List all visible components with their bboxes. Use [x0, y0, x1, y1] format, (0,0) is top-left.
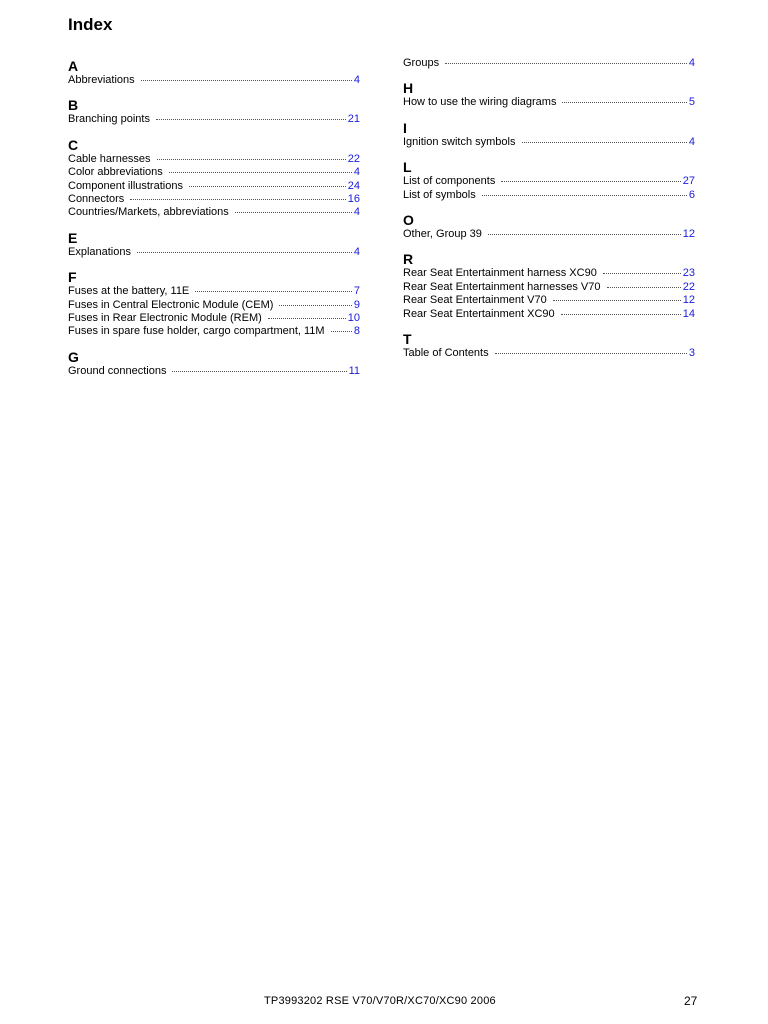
section-letter: H — [403, 80, 414, 97]
index-entry[interactable] — [403, 57, 695, 70]
entry-page-link[interactable]: 4 — [353, 245, 360, 258]
dot-leader — [169, 171, 352, 173]
dot-leader — [130, 198, 345, 200]
entry-label: Branching points — [68, 113, 150, 126]
dot-leader — [195, 290, 352, 292]
entry-page-link[interactable]: 12 — [682, 294, 695, 307]
dot-leader — [495, 352, 687, 354]
dot-leader — [331, 330, 352, 332]
index-entry[interactable] — [403, 96, 695, 109]
index-entry[interactable] — [68, 74, 360, 87]
section-letter: O — [403, 211, 414, 228]
entry-page-link[interactable]: 9 — [353, 298, 360, 311]
entry-page-link[interactable]: 4 — [353, 206, 360, 219]
index-section — [403, 57, 695, 70]
index-entry[interactable] — [68, 166, 360, 179]
index-section — [68, 58, 360, 87]
index-entry[interactable] — [403, 189, 695, 202]
entry-page-link[interactable]: 24 — [347, 179, 360, 192]
entry-page-link[interactable]: 5 — [688, 96, 695, 109]
entry-label: Rear Seat Entertainment harnesses V70 — [403, 280, 601, 293]
index-section — [68, 230, 360, 259]
index-entry[interactable] — [68, 285, 360, 298]
entry-label: List of symbols — [403, 188, 476, 201]
dot-leader — [235, 211, 352, 213]
dot-leader — [603, 272, 681, 274]
footer-page-number: 27 — [684, 994, 698, 1008]
index-column-left — [68, 0, 360, 385]
index-entry[interactable] — [68, 193, 360, 206]
entry-page-link[interactable]: 12 — [682, 227, 695, 240]
entry-page-link[interactable]: 3 — [688, 346, 695, 359]
index-entry[interactable] — [68, 325, 360, 338]
entry-label: Fuses in Rear Electronic Module (REM) — [68, 311, 262, 324]
dot-leader — [522, 141, 687, 143]
index-section — [68, 97, 360, 126]
dot-leader — [189, 185, 346, 187]
index-entry[interactable] — [68, 206, 360, 219]
index-entry[interactable] — [403, 228, 695, 241]
index-section — [403, 120, 695, 149]
entry-label: Component illustrations — [68, 179, 183, 192]
index-entry[interactable] — [68, 113, 360, 126]
dot-leader — [445, 62, 687, 64]
dot-leader — [172, 370, 346, 372]
index-entry[interactable] — [68, 153, 360, 166]
index-section — [68, 269, 360, 339]
entry-page-link[interactable]: 4 — [688, 135, 695, 148]
entry-page-link[interactable]: 6 — [688, 188, 695, 201]
entry-page-link[interactable]: 10 — [347, 311, 360, 324]
entry-label: Ignition switch symbols — [403, 135, 516, 148]
entry-label: Groups — [403, 57, 440, 69]
index-entry[interactable] — [403, 136, 695, 149]
entry-label: Rear Seat Entertainment V70 — [403, 294, 547, 307]
entry-page-link[interactable]: 14 — [682, 307, 695, 320]
entry-label: Countries/Markets, abbreviations — [68, 206, 229, 219]
dot-leader — [607, 286, 681, 288]
index-entry[interactable] — [68, 312, 360, 325]
entry-page-link[interactable]: 11 — [348, 364, 360, 377]
dot-leader — [562, 101, 686, 103]
entry-label: List of components — [403, 175, 496, 188]
section-letter: B — [68, 97, 79, 114]
index-entry[interactable] — [403, 175, 695, 188]
entry-page-link[interactable]: 8 — [353, 325, 360, 338]
section-letter: T — [403, 330, 412, 347]
index-entry[interactable] — [403, 294, 695, 307]
index-column-right — [403, 0, 695, 367]
entry-label: Cable harnesses — [68, 152, 151, 165]
index-section — [403, 80, 695, 109]
index-section — [403, 212, 695, 241]
entry-label: Fuses at the battery, 11E — [68, 285, 190, 298]
entry-label: Rear Seat Entertainment harness XC90 — [403, 267, 597, 280]
index-section — [403, 331, 695, 360]
entry-label: Fuses in Central Electronic Module (CEM) — [68, 298, 274, 311]
dot-leader — [137, 251, 352, 253]
entry-page-link[interactable]: 4 — [688, 57, 695, 69]
index-entry[interactable] — [68, 246, 360, 259]
index-entry[interactable] — [403, 281, 695, 294]
entry-label: Color abbreviations — [68, 166, 163, 179]
entry-label: Connectors — [68, 192, 125, 205]
dot-leader — [157, 158, 346, 160]
section-letter: G — [68, 348, 79, 365]
index-entry[interactable] — [403, 267, 695, 280]
entry-label: Table of Contents — [403, 346, 489, 359]
index-section — [68, 137, 360, 220]
entry-page-link[interactable]: 21 — [347, 113, 360, 126]
dot-leader — [141, 79, 352, 81]
entry-page-link[interactable]: 7 — [353, 285, 360, 298]
section-letter: A — [68, 58, 79, 74]
entry-label: Explanations — [68, 245, 131, 258]
entry-label: Fuses in spare fuse holder, cargo compartment, 11M — [68, 325, 325, 338]
dot-leader — [482, 194, 687, 196]
entry-page-link[interactable]: 27 — [682, 175, 695, 188]
entry-page-link[interactable]: 23 — [682, 267, 695, 280]
entry-page-link[interactable]: 22 — [347, 152, 360, 165]
dot-leader — [488, 233, 681, 235]
section-letter: I — [403, 119, 407, 136]
entry-label: How to use the wiring diagrams — [403, 96, 557, 109]
dot-leader — [561, 313, 681, 315]
index-entry[interactable] — [68, 299, 360, 312]
entry-page-link[interactable]: 4 — [353, 74, 360, 86]
index-entry[interactable] — [403, 308, 695, 321]
section-letter: L — [403, 159, 412, 176]
dot-leader — [156, 118, 346, 120]
section-letter: F — [68, 269, 77, 286]
entry-page-link[interactable]: 16 — [347, 192, 360, 205]
index-section — [403, 159, 695, 202]
index-entry[interactable] — [403, 347, 695, 360]
dot-leader — [553, 299, 681, 301]
entry-label: Ground connections — [68, 364, 167, 377]
section-letter: C — [68, 136, 79, 153]
index-section — [68, 349, 360, 378]
index-entry[interactable] — [68, 365, 360, 378]
entry-page-link[interactable]: 22 — [682, 280, 695, 293]
entry-label: Abbreviations — [68, 74, 135, 86]
page-title: Index — [68, 15, 113, 34]
section-letter: E — [68, 229, 78, 246]
index-section — [403, 251, 695, 321]
index-entry[interactable] — [68, 180, 360, 193]
dot-leader — [268, 317, 346, 319]
dot-leader — [279, 304, 351, 306]
entry-page-link[interactable]: 4 — [353, 166, 360, 179]
section-letter: R — [403, 251, 414, 268]
dot-leader — [501, 180, 680, 182]
entry-label: Rear Seat Entertainment XC90 — [403, 307, 555, 320]
footer-document-code: TP3993202 RSE V70/V70R/XC70/XC90 2006 — [264, 995, 496, 1007]
entry-label: Other, Group 39 — [403, 227, 482, 240]
